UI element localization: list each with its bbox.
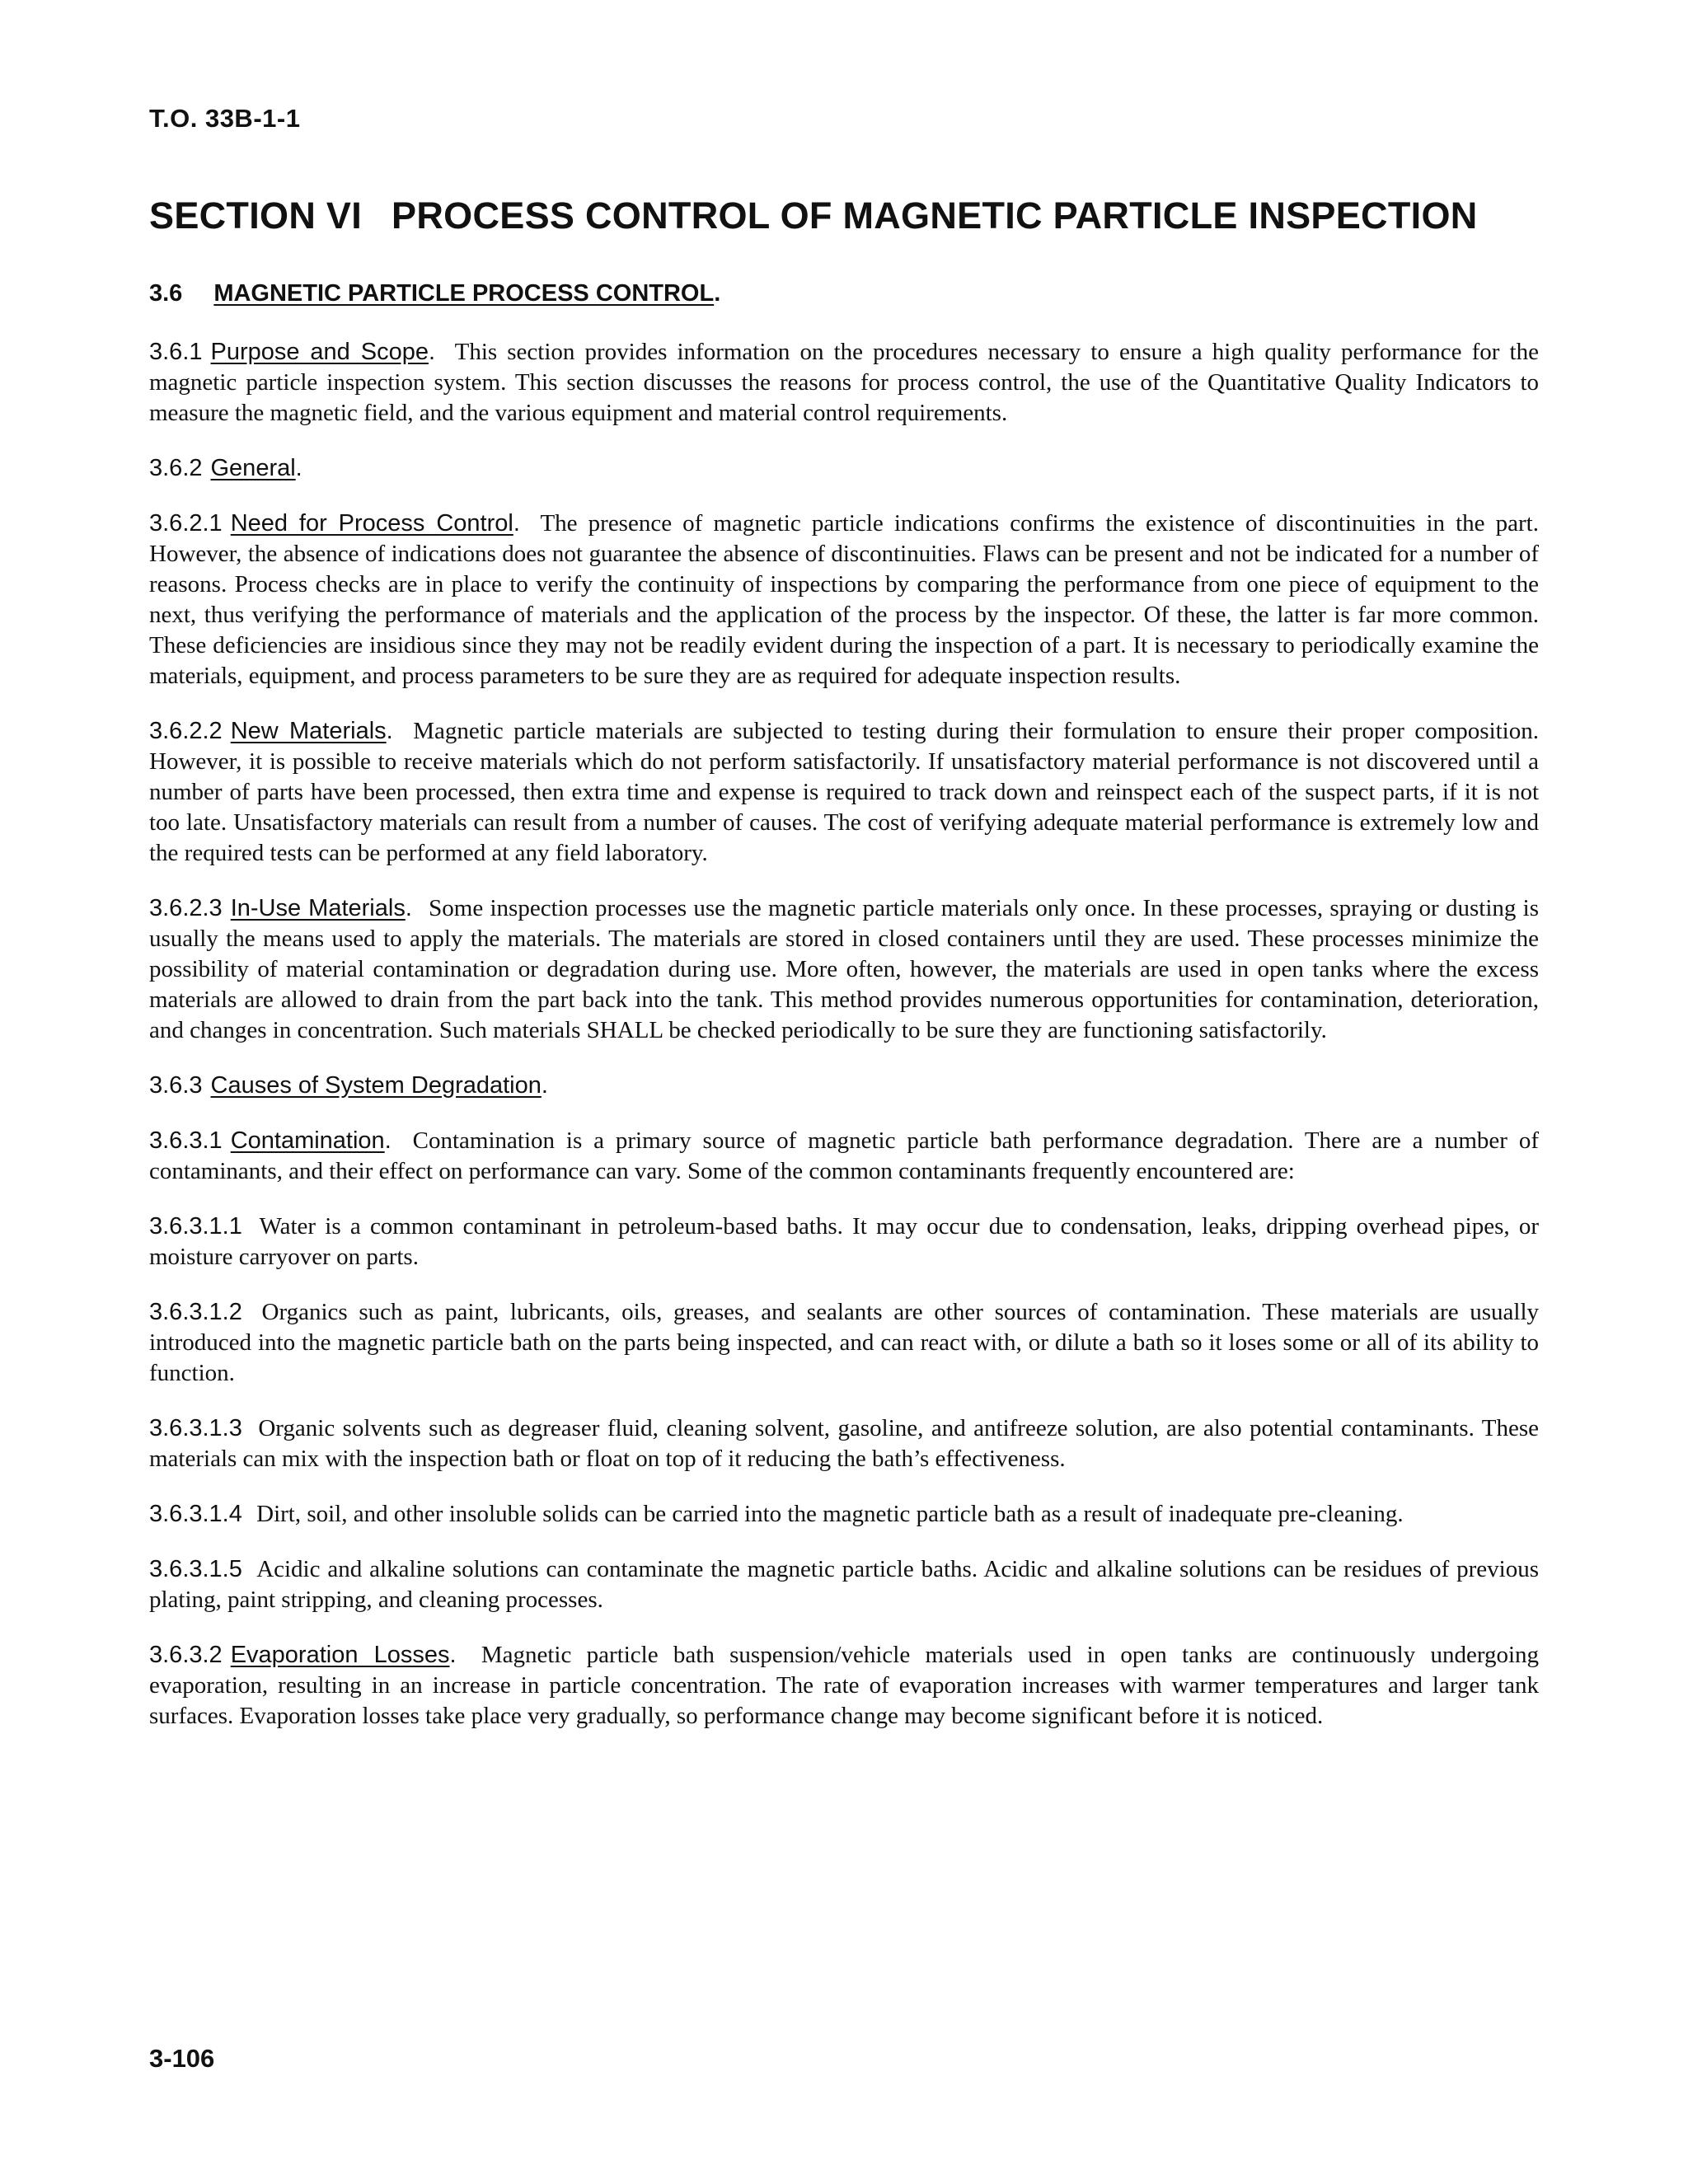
- paragraph-title: General: [210, 455, 296, 481]
- paragraph-number: 3.6.2: [149, 455, 203, 481]
- paragraph-3-6-3-1: 3.6.3.1 Contamination. Contamination is a primary source of magnetic particle bath performance degradation. There are a number of contaminants, and their effect on performance can vary. Some of the common contaminants frequently encountered are:: [149, 1127, 1539, 1184]
- section-number: SECTION VI: [149, 194, 363, 237]
- paragraph-3-6-3-2: 3.6.3.2 Evaporation Losses. Magnetic particle bath suspension/vehicle materials used in open tanks are continuously undergoing evaporation, resulting in an increase in particle concentration. The rate of evaporation increases with warmer temperatures and larger tank surfaces. Evaporation losses take place very gradually, so performance change may become significant before it is noticed.: [149, 1642, 1540, 1729]
- heading-3-6: [149, 280, 1539, 307]
- document-page: [149, 0, 1539, 2184]
- paragraph-text: Organic solvents such as degreaser fluid, cleaning solvent, gasoline, and antifreeze solution, are also potential contaminants. These materials can mix with the inspection bath or float on top of it reducing the bath’s effectiveness.: [149, 1415, 1539, 1472]
- heading-title: MAGNETIC PARTICLE PROCESS CONTROL: [213, 280, 715, 307]
- heading-3-6-2: 3.6.2 General.: [149, 455, 302, 481]
- paragraph-text: This section provides information on the procedures necessary to ensure a high quality performance for the magnetic particle inspection system. This section discusses the reasons for process control, the use of the Quantitative Quality Indicators to measure the magnetic field, and the various equipment and material control requirements.: [149, 339, 1539, 426]
- paragraph-title: In-Use Materials: [230, 895, 406, 921]
- paragraph-3-6-3-1-2: [149, 1297, 1539, 1389]
- paragraph-number: 3.6.3.1.3: [149, 1415, 242, 1441]
- document-body: [149, 280, 1539, 1756]
- paragraph-3-6-2-1: 3.6.2.1 Need for Process Control. The presence of magnetic particle indications confirms the existence of discontinuities in the part. However, the absence of indications does not guarantee the absence of discontinuities. Flaws can be present and not be indicated for a number of reasons. Process checks are in place to verify the continuity of inspections by comparing the performance from one piece of equipment to the next, thus verifying the performance of materials and the application of the process by the inspector. Of these, the latter is far more common. These deficiencies are insidious since they may not be readily evident during the inspection of a part. It is necessary to periodically examine the materials, equipment, and process parameters to be sure they are as required for adequate inspection results.: [149, 510, 1539, 689]
- paragraph-text: Dirt, soil, and other insoluble solids can be carried into the magnetic particle bath as a result of inadequate pre-cleaning.: [256, 1501, 1404, 1527]
- paragraph-number: 3.6.2.1: [149, 510, 223, 537]
- paragraph-number: 3.6.2.2: [149, 718, 223, 744]
- paragraph-text: Organics such as paint, lubricants, oils, greases, and sealants are other sources of contamination. These materials are usually introduced into the magnetic particle bath on the parts being inspected, and can react with, or dilute a bath so it loses some or all of its ability to function.: [149, 1299, 1539, 1386]
- paragraph-title: New Materials: [230, 718, 387, 744]
- paragraph-text: Acidic and alkaline solutions can contaminate the magnetic particle baths. Acidic and alkaline solutions can be residues of previous plating, paint stripping, and cleaning processes.: [149, 1556, 1539, 1613]
- paragraph-title: Need for Process Control: [230, 510, 513, 537]
- paragraph-number: 3.6.3.1: [149, 1127, 223, 1154]
- paragraph-number: 3.6.3.1.5: [149, 1556, 242, 1582]
- section-title: [149, 194, 1539, 237]
- document-id: T.O. 33B-1-1: [149, 104, 301, 133]
- paragraph-number: 3.6.1: [149, 339, 203, 365]
- paragraph-text: Some inspection processes use the magnetic particle materials only once. In these processes, spraying or dusting is usually the means used to apply the materials. The materials are stored in closed containers until they are used. These processes minimize the possibility of material contamination or degradation during use. More often, however, the materials are used in open tanks where the excess materials are allowed to drain from the part back into the tank. This method provides numerous opportunities for contamination, deterioration, and changes in concentration. Such materials SHALL be checked periodically to be sure they are functioning satisfactorily.: [149, 895, 1539, 1043]
- paragraph-title: Purpose and Scope: [210, 339, 429, 365]
- paragraph-number: 3.6.2.3: [149, 895, 223, 921]
- paragraph-number: 3.6.3.1.2: [149, 1299, 242, 1325]
- paragraph-number: 3.6.3.1.4: [149, 1501, 242, 1527]
- paragraph-3-6-3-1-1: [149, 1212, 1539, 1272]
- paragraph-text: The presence of magnetic particle indications confirms the existence of discontinuities in the part. However, the absence of indications does not guarantee the absence of discontinuities. Flaws can be present and not be indicated for a number of reasons. Process checks are in place to verify the continuity of inspections by comparing the performance from one piece of equipment to the next, thus verifying the performance of materials and the application of the process by the inspector. Of these, the latter is far more common. These deficiencies are insidious since they may not be readily evident during the inspection of a part. It is necessary to periodically examine the materials, equipment, and process parameters to be sure they are as required for adequate inspection results.: [149, 510, 1539, 689]
- paragraph-number: 3.6.3.1.1: [149, 1213, 242, 1240]
- heading-3-6-3: 3.6.3 Causes of System Degradation.: [149, 1072, 548, 1099]
- paragraph-3-6-2-3: 3.6.2.3 In-Use Materials. Some inspection processes use the magnetic particle materials only once. In these processes, spraying or dusting is usually the means used to apply the materials. The materials are stored in closed containers until they are used. These processes minimize the possibility of material contamination or degradation during use. More often, however, the materials are used in open tanks where the excess materials are allowed to drain from the part back into the tank. This method provides numerous opportunities for contamination, deterioration, and changes in concentration. Such materials SHALL be checked periodically to be sure they are functioning satisfactorily.: [149, 895, 1539, 1043]
- paragraph-3-6-3-1-4: [149, 1499, 1539, 1530]
- paragraph-number: 3.6.3.2: [149, 1642, 223, 1668]
- heading-suffix: .: [714, 280, 721, 307]
- heading-number: 3.6: [149, 280, 183, 307]
- page-number: 3-106: [149, 2044, 215, 2073]
- section-name: PROCESS CONTROL OF MAGNETIC PARTICLE INSPECTION: [392, 194, 1478, 237]
- paragraph-number: 3.6.3: [149, 1072, 203, 1099]
- paragraph-text: Water is a common contaminant in petroleum-based baths. It may occur due to condensation, leaks, dripping overhead pipes, or moisture carryover on parts.: [149, 1213, 1539, 1270]
- paragraph-title: Causes of System Degradation: [210, 1072, 542, 1099]
- paragraph-text: Contamination is a primary source of magnetic particle bath performance degradation. There are a number of contaminants, and their effect on performance can vary. Some of the common contaminants frequently encountered are:: [149, 1127, 1539, 1184]
- paragraph-3-6-3-1-3: [149, 1413, 1539, 1474]
- paragraph-3-6-1: 3.6.1 Purpose and Scope. This section provides information on the procedures necessary to ensure a high quality performance for the magnetic particle inspection system. This section discusses the reasons for process control, the use of the Quantitative Quality Indicators to measure the magnetic field, and the various equipment and material control requirements.: [149, 339, 1539, 426]
- paragraph-3-6-2-2: 3.6.2.2 New Materials. Magnetic particle materials are subjected to testing during their formulation to ensure their proper composition. However, it is possible to receive materials which do not perform satisfactorily. If unsatisfactory material performance is not discovered until a number of parts have been processed, then extra time and expense is required to track down and reinspect each of the suspect parts, if it is not too late. Unsatisfactory materials can result from a number of causes. The cost of verifying adequate material performance is extremely low and the required tests can be performed at any field laboratory.: [149, 718, 1539, 866]
- paragraph-text: Magnetic particle bath suspension/vehicle materials used in open tanks are continuously undergoing evaporation, resulting in an increase in particle concentration. The rate of evaporation increases with warmer temperatures and larger tank surfaces. Evaporation losses take place very gradually, so performance change may become significant before it is noticed.: [149, 1642, 1540, 1729]
- paragraph-text: Magnetic particle materials are subjected to testing during their formulation to ensure their proper composition. However, it is possible to receive materials which do not perform satisfactorily. If unsatisfactory material performance is not discovered until a number of parts have been processed, then extra time and expense is required to track down and reinspect each of the suspect parts, if it is not too late. Unsatisfactory materials can result from a number of causes. The cost of verifying adequate material performance is extremely low and the required tests can be performed at any field laboratory.: [149, 718, 1539, 866]
- paragraph-3-6-3-1-5: [149, 1554, 1539, 1615]
- paragraph-title: Evaporation Losses: [230, 1642, 450, 1668]
- paragraph-title: Contamination: [230, 1127, 385, 1154]
